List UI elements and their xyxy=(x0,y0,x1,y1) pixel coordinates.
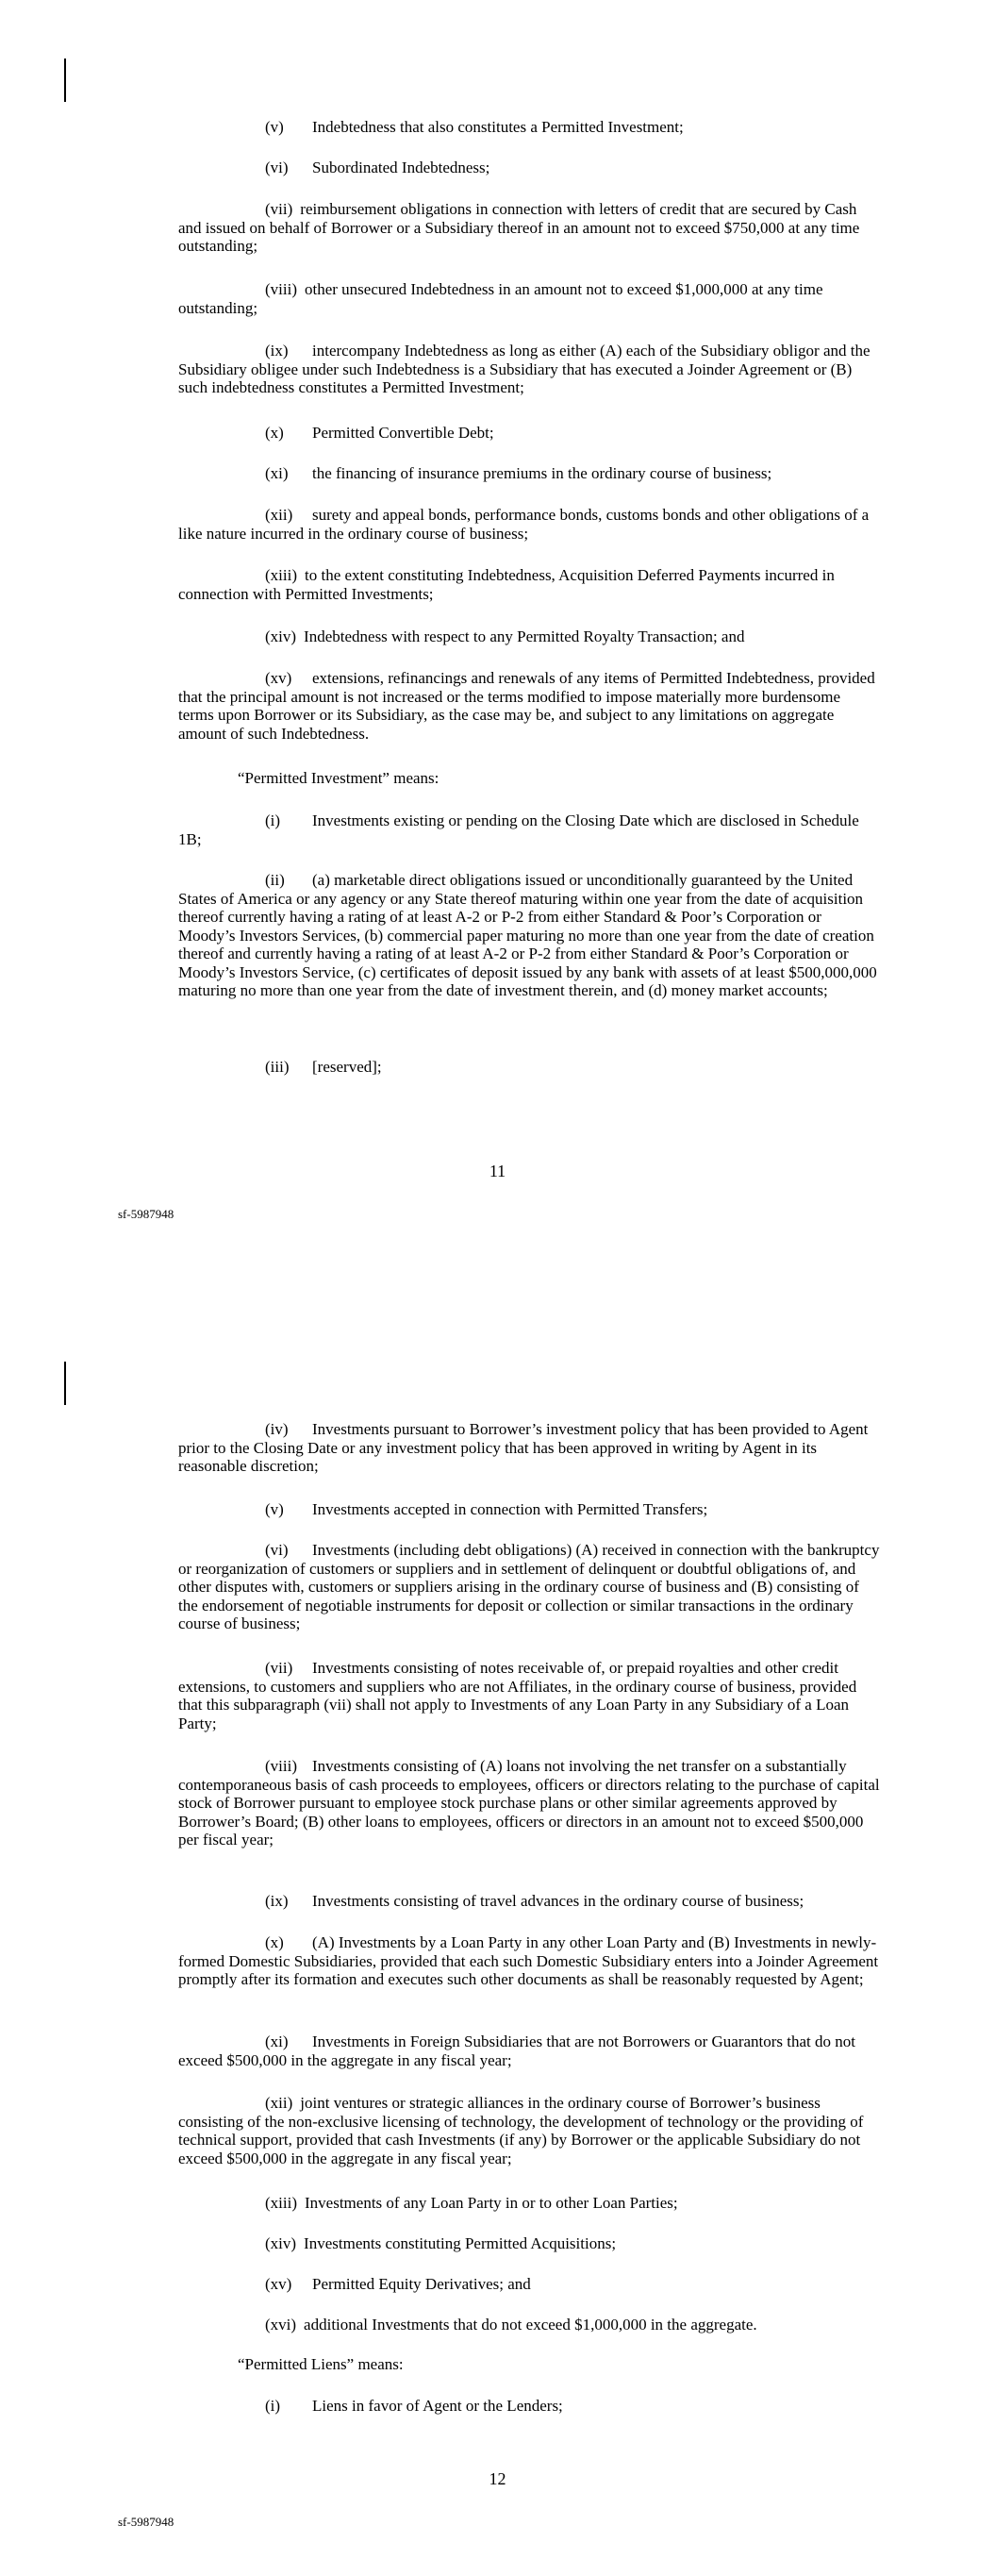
item-number: (xiv) xyxy=(265,2234,297,2252)
item-number: (vii) xyxy=(265,200,293,218)
list-item xyxy=(178,1892,880,1911)
item-number: (ii) xyxy=(265,871,285,889)
item-number: (vi) xyxy=(265,1541,289,1559)
list-item xyxy=(178,871,880,1000)
item-number: (xv) xyxy=(265,2275,292,2293)
item-text: Investments constituting Permitted Acquisitions; xyxy=(304,2234,617,2252)
item-number: (xv) xyxy=(265,669,292,687)
item-number: (xiii) xyxy=(265,566,297,584)
item-text: [reserved]; xyxy=(312,1058,382,1076)
item-text: surety and appeal bonds, performance bonds, customs bonds and other obligations of a like nature incurred in the ordinary course of business; xyxy=(178,506,870,543)
item-number: (viii) xyxy=(265,1757,297,1775)
item-text: Investments consisting of (A) loans not involving the net transfer on a substantially contemporaneous basis of cash proceeds to employees, officers or directors relating to the purchase of capital stock of Borrower pursuant to employee stock purchase plans or other similar agreements approved by Borrower’s Board; (B) other loans to employees, officers or directors in an amount not to exceed $500,000 per fiscal year; xyxy=(178,1757,880,1848)
list-item xyxy=(178,118,880,137)
list-item xyxy=(178,811,880,848)
item-text: intercompany Indebtedness as long as either (A) each of the Subsidiary obligor and the Subsidiary obligee under such Indebtedness is a Subsidiary that has executed a Joinder Agreement or (B) such indebtedness constitutes a Permitted Investment; xyxy=(178,342,871,396)
list-item xyxy=(178,1500,880,1519)
list-item xyxy=(178,424,880,443)
list-item xyxy=(178,506,880,543)
list-item xyxy=(178,1757,880,1849)
list-item xyxy=(178,627,880,646)
list-item xyxy=(178,159,880,177)
item-number: (vi) xyxy=(265,159,289,176)
item-text: reimbursement obligations in connection with letters of credit that are secured by Cash and issued on behalf of Borrower or a Subsidiary thereof in an amount not to exceed $750,000 at any time outstanding; xyxy=(178,200,860,255)
revision-bar xyxy=(64,1362,66,1405)
item-number: (iii) xyxy=(265,1058,290,1076)
item-number: (xiii) xyxy=(265,2194,297,2212)
list-item xyxy=(178,2234,880,2253)
item-text: joint ventures or strategic alliances in the ordinary course of Borrower’s business consisting of the non-exclusive licensing of technology, the development of technology or the providing of technical support, provided that cash Investments (if any) by Borrower or the applicable Subsidiary do not exceed $500,000 in the aggregate in any fiscal year; xyxy=(178,2094,864,2167)
footer-doc-id: sf-5987948 xyxy=(118,1207,174,1221)
revision-bar xyxy=(64,59,66,102)
list-item xyxy=(178,200,880,256)
item-text: Subordinated Indebtedness; xyxy=(312,159,490,176)
list-item xyxy=(178,342,880,397)
item-number: (ix) xyxy=(265,342,289,360)
page-number: 12 xyxy=(489,2469,506,2488)
list-item xyxy=(178,669,880,743)
item-text: Investments accepted in connection with Permitted Transfers; xyxy=(312,1500,708,1518)
item-number: (xi) xyxy=(265,2032,289,2050)
item-text: Permitted Convertible Debt; xyxy=(312,424,494,442)
item-text: (A) Investments by a Loan Party in any other Loan Party and (B) Investments in newly-formed Domestic Subsidiaries, provided that each such Domestic Subsidiary enters into a Joinder Agreement promptly after its formation and executes such other documents as shall be reasonably requested by Agent; xyxy=(178,1933,879,1988)
list-item xyxy=(178,566,880,603)
list-item xyxy=(178,1659,880,1732)
item-text: the financing of insurance premiums in the ordinary course of business; xyxy=(312,464,772,482)
list-item xyxy=(178,2194,880,2213)
item-text: Investments in Foreign Subsidiaries that are not Borrowers or Guarantors that do not exceed $500,000 in the aggregate in any fiscal year; xyxy=(178,2032,855,2069)
document-page-12 xyxy=(0,1288,995,2576)
item-text: Investments consisting of travel advances in the ordinary course of business; xyxy=(312,1892,804,1910)
list-item xyxy=(178,1058,880,1077)
item-text: Permitted Equity Derivatives; and xyxy=(312,2275,531,2293)
footer-doc-id: sf-5987948 xyxy=(118,2515,174,2529)
list-item xyxy=(178,1933,880,1989)
item-number: (v) xyxy=(265,118,284,136)
item-number: (xvi) xyxy=(265,2316,297,2333)
item-number: (viii) xyxy=(265,280,297,298)
definition-heading: “Permitted Investment” means: xyxy=(238,769,439,787)
item-text: Indebtedness that also constitutes a Permitted Investment; xyxy=(312,118,684,136)
item-text: Indebtedness with respect to any Permitted Royalty Transaction; and xyxy=(304,627,745,645)
list-item xyxy=(178,2275,880,2294)
list-item xyxy=(178,464,880,483)
item-text: Investments of any Loan Party in or to other Loan Parties; xyxy=(305,2194,678,2212)
item-number: (v) xyxy=(265,1500,284,1518)
item-text: Investments existing or pending on the Closing Date which are disclosed in Schedule 1B; xyxy=(178,811,859,848)
page-number: 11 xyxy=(489,1162,506,1180)
item-number: (xii) xyxy=(265,506,293,524)
item-number: (x) xyxy=(265,424,284,442)
item-text: Investments (including debt obligations) (A) received in connection with the bankruptcy or reorganization of customers or suppliers and in settlement of delinquent or doubtful obligations of, and other disputes with, customers or suppliers arising in the ordinary course of business and (B) consisting of the endorsement of negotiable instruments for deposit or collection or similar transactions in the ordinary course of business; xyxy=(178,1541,880,1632)
list-item xyxy=(178,280,880,317)
item-text: Investments consisting of notes receivable of, or prepaid royalties and other credit extensions, to customers and suppliers who are not Affiliates, in the ordinary course of business, provided that this subparagraph (vii) shall not apply to Investments of any Loan Party in any Subsidiary of a Loan Party; xyxy=(178,1659,857,1732)
item-number: (i) xyxy=(265,2397,281,2415)
item-text: (a) marketable direct obligations issued or unconditionally guaranteed by the United States of America or any agency or any State thereof maturing within one year from the date of acquisition thereof currently having a rating of at least A-2 or P-2 from either Standard & Poor’s Corporation or Moody’s Investors Services, (b) commercial paper maturing no more than one year from the date of creation thereof and currently having a rating of at least A-2 or P-2 from either Standard & Poor’s Corporation or Moody’s Investors Service, (c) certificates of deposit issued by any bank with assets of at least $500,000,000 maturing no more than one year from the date of investment therein, and (d) money market accounts; xyxy=(178,871,877,999)
item-text: to the extent constituting Indebtedness, Acquisition Deferred Payments incurred in connection with Permitted Investments; xyxy=(178,566,835,603)
list-item xyxy=(178,1541,880,1633)
list-item xyxy=(178,2316,880,2334)
list-item xyxy=(178,2032,880,2069)
item-number: (i) xyxy=(265,811,281,829)
definition-heading: “Permitted Liens” means: xyxy=(238,2355,404,2373)
item-text: additional Investments that do not exceed $1,000,000 in the aggregate. xyxy=(304,2316,757,2333)
item-number: (xiv) xyxy=(265,627,297,645)
list-item xyxy=(178,2094,880,2167)
item-number: (xii) xyxy=(265,2094,293,2112)
item-number: (vii) xyxy=(265,1659,293,1677)
item-text: other unsecured Indebtedness in an amount not to exceed $1,000,000 at any time outstanding; xyxy=(178,280,823,317)
item-number: (xi) xyxy=(265,464,289,482)
list-item xyxy=(178,1420,880,1476)
list-item xyxy=(178,2397,880,2416)
item-text: Liens in favor of Agent or the Lenders; xyxy=(312,2397,563,2415)
item-number: (iv) xyxy=(265,1420,289,1438)
item-number: (x) xyxy=(265,1933,284,1951)
item-number: (ix) xyxy=(265,1892,289,1910)
item-text: Investments pursuant to Borrower’s investment policy that has been provided to Agent prior to the Closing Date or any investment policy that has been approved in writing by Agent in its reasonable discretion; xyxy=(178,1420,869,1475)
item-text: extensions, refinancings and renewals of any items of Permitted Indebtedness, provided that the principal amount is not increased or the terms modified to impose materially more burdensome terms upon Borrower or its Subsidiary, as the case may be, and subject to any limitations on aggregate amount of such Indebtedness. xyxy=(178,669,875,743)
